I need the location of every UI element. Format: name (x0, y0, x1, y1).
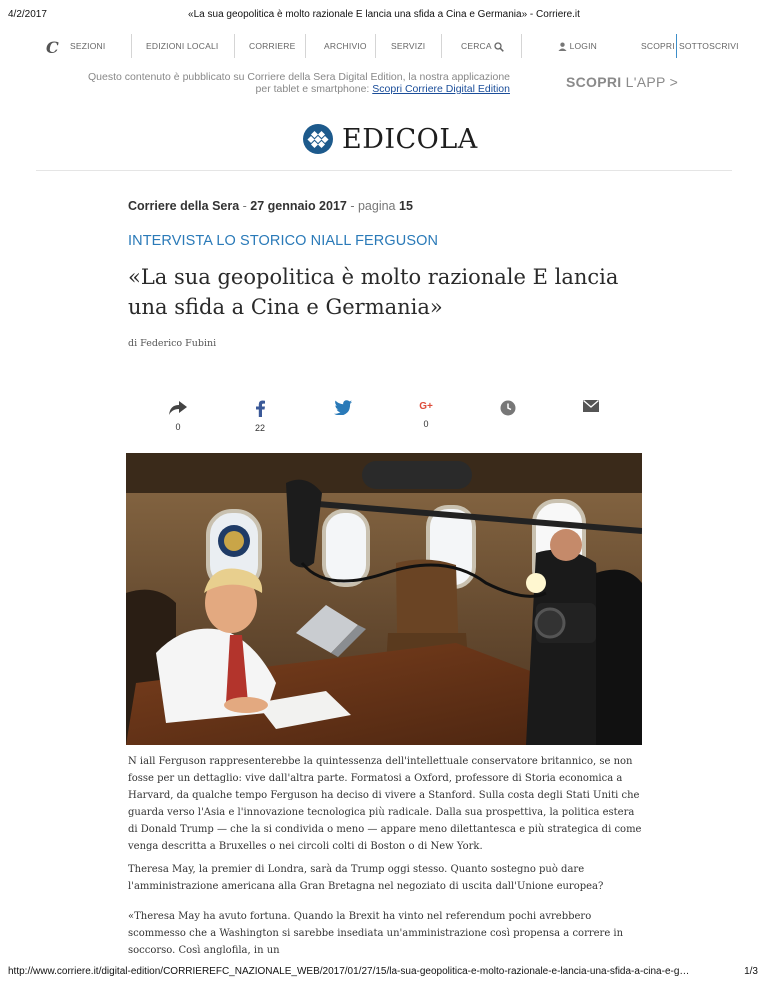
google-plus-icon: G+ (419, 401, 433, 412)
digital-edition-promo (80, 71, 510, 95)
source-date: 27 gennaio 2017 (250, 199, 347, 213)
nav-scopri[interactable]: SCOPRI (641, 41, 675, 51)
share-count: 0 (175, 422, 181, 432)
nav-login[interactable] (558, 41, 597, 51)
facebook-count: 22 (254, 423, 265, 433)
promo-cta-rest: L'APP > (621, 74, 679, 90)
nav-login-label: LOGIN (569, 41, 598, 51)
email-share-button[interactable] (576, 400, 606, 412)
print-page-number: 1/3 (744, 966, 758, 977)
promo-text-line1: Questo contenuto è pubblicato su Corriere della Sera Digital Edition, la nostra applicazione (88, 71, 510, 83)
nav-divider (131, 34, 132, 58)
facebook-share-button[interactable] (245, 400, 275, 433)
user-icon (558, 41, 570, 51)
body-paragraph-2: Theresa May, la premier di Londra, sarà da Trump oggi stesso. Quanto sostegno può dare l'amministrazione americana alla Gran Bretagna nel negoziato di uscita dall'Unione europea? (128, 864, 604, 892)
air-force-one-interior-image (126, 453, 642, 745)
header-divider (36, 170, 732, 171)
corriere-logo[interactable]: C (46, 38, 59, 57)
print-page-title: «La sua geopolitica è molto razionale E lancia una sfida a Cina e Germania» - Corriere.it (188, 9, 580, 20)
clock-icon (500, 400, 516, 416)
body-paragraph-3: «Theresa May ha avuto fortuna. Quando la Brexit ha vinto nel referendum pochi avrebbero scommesso che a Washington si sarebbe insediata un'amministrazione così propensa a correre in soccorso. Così anglofila, in un (128, 911, 624, 956)
twitter-share-button[interactable] (328, 400, 358, 415)
edicola-diamond-icon (302, 123, 334, 155)
nav-divider (441, 34, 442, 58)
search-icon (494, 41, 504, 51)
print-url: http://www.corriere.it/digital-edition/CORRIEREFC_NAZIONALE_WEB/2017/01/27/15/la-sua-geopolitica-e-molto-razionale-e-lancia-una-sfida-a-cina-e-g… (8, 966, 690, 977)
body-paragraph-1: N iall Ferguson rappresenterebbe la quintessenza dell'intellettuale conservatore britannico, se non fosse per un dettaglio: vive dall'altra parte. Formatosi a Oxford, professore di Storia economica a Harvard, da qualche tempo Ferguson ha deciso di vivere a Stanford. Sulla costa degli Stati Uniti che guarda verso l'Asia e l'innovazione tecnologica più radicale. Dalla sua prospettiva, la politica estera di Donald Trump — che la si condivida o meno — appare meno dilettantesca e più strategica di come venga descritta a Bruxelles o nei circoli colti di Boston o di New York. (128, 756, 642, 852)
nav-corriere[interactable]: CORRIERE (249, 41, 296, 51)
read-later-button[interactable] (493, 400, 523, 416)
facebook-icon (254, 400, 266, 417)
promo-link[interactable]: Scopri Corriere Digital Edition (372, 83, 510, 95)
nav-cerca-label: CERCA (461, 41, 492, 51)
mail-icon (583, 400, 599, 412)
top-nav (0, 34, 768, 60)
promo-text-line2: per tablet e smartphone: (255, 83, 370, 95)
google-plus-count: 0 (423, 419, 429, 429)
share-button[interactable] (163, 400, 193, 432)
source-page-number: 15 (399, 199, 413, 213)
nav-sottoscrivi[interactable]: SOTTOSCRIVI (679, 41, 739, 51)
nav-sezioni[interactable]: SEZIONI (70, 41, 106, 51)
nav-divider (521, 34, 522, 58)
nav-edizioni-locali[interactable]: EDIZIONI LOCALI (146, 41, 219, 51)
nav-divider-accent (676, 34, 677, 58)
print-date: 4/2/2017 (8, 9, 47, 20)
source-page-label: pagina (357, 199, 396, 213)
promo-cta-bold: SCOPRI (566, 74, 622, 90)
twitter-icon (334, 400, 352, 415)
nav-servizi[interactable]: SERVIZI (391, 41, 426, 51)
article-source (128, 199, 413, 213)
article-headline: «La sua geopolitica è molto razionale E lancia una sfida a Cina e Germania» (128, 265, 619, 319)
article-kicker: INTERVISTA LO STORICO NIALL FERGUSON (128, 233, 439, 249)
nav-cerca[interactable] (461, 41, 504, 52)
google-plus-share-button[interactable] (411, 400, 441, 429)
nav-archivio[interactable]: ARCHIVIO (324, 41, 367, 51)
share-arrow-icon (168, 400, 188, 416)
source-sep: - (239, 199, 251, 213)
edicola-name: EDICOLA (342, 123, 478, 155)
nav-divider (234, 34, 235, 58)
article-byline: di Federico Fubini (128, 338, 217, 349)
nav-divider (375, 34, 376, 58)
article-photo (126, 453, 642, 745)
scopri-app-button[interactable] (566, 74, 678, 90)
edicola-logo[interactable] (302, 123, 478, 155)
nav-divider (305, 34, 306, 58)
source-sep: - (346, 199, 358, 213)
source-name: Corriere della Sera (128, 199, 240, 213)
